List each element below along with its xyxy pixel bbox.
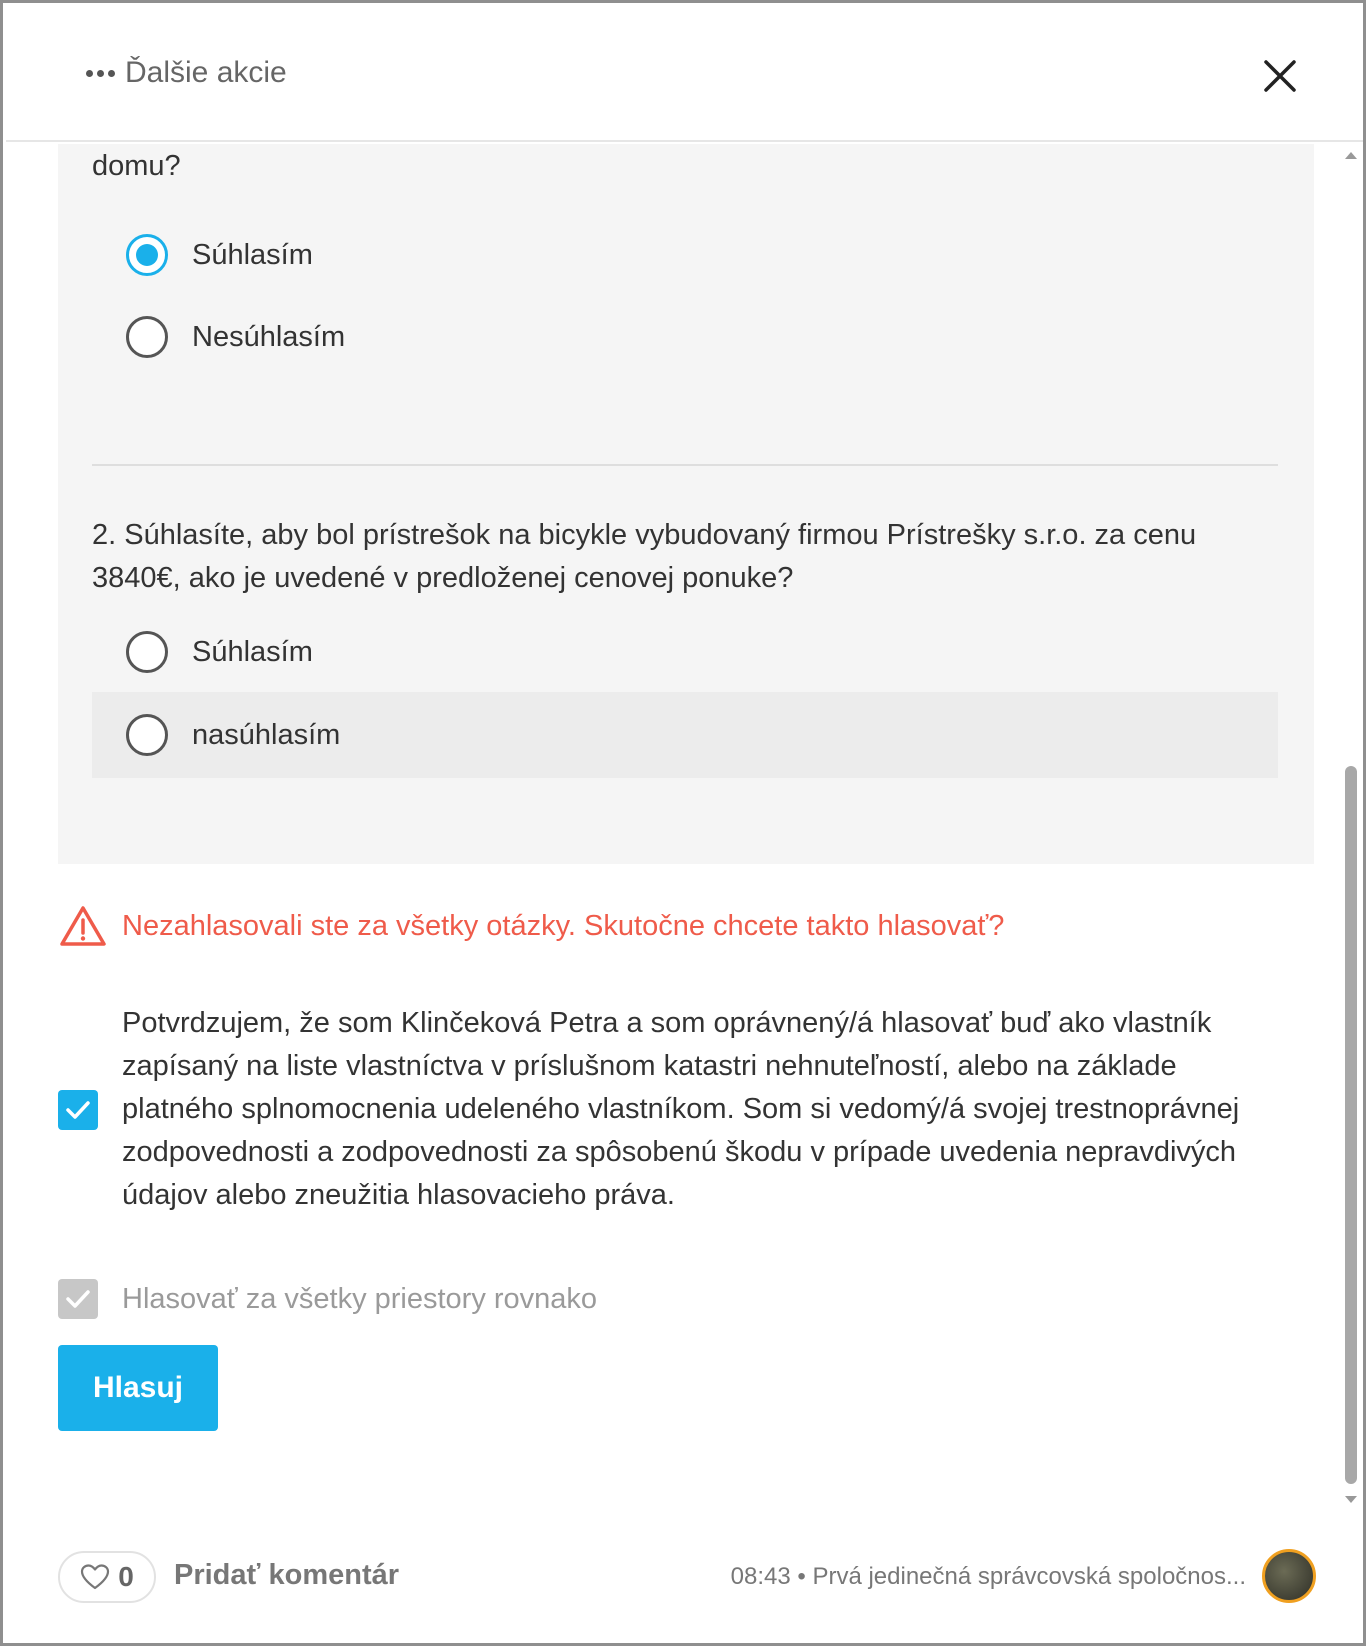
- question2-option-disagree[interactable]: [92, 692, 1278, 778]
- warning-text: Nezahlasovali ste za všetky otázky. Skutočne chcete takto hlasovať?: [122, 909, 1005, 942]
- question1-option-agree[interactable]: [92, 212, 1278, 298]
- radio-icon[interactable]: [126, 316, 168, 358]
- same-for-all-row: [58, 1279, 597, 1319]
- radio-selected-icon[interactable]: [126, 234, 168, 276]
- heart-icon: [80, 1563, 110, 1591]
- confirmation-text: Potvrdzujem, že som Klinčeková Petra a som oprávnený/á hlasovať buď ako vlastník zapísaný na liste vlastníctva v príslušnom katastri nehnuteľností, alebo na základe platného splnomocnenia udeleného vlastníkom. Som si vedomý/á svojej trestnoprávnej zodpovednosti a zodpovednosti za spôsobenú škodu v prípade uvedenia nepravdivých údajov alebo zneužitia hlasovacieho práva.: [122, 1007, 1240, 1211]
- scrollbar-thumb[interactable]: [1345, 766, 1357, 1484]
- dialog-header: [6, 6, 1363, 142]
- option-label: Súhlasím: [192, 238, 313, 271]
- scroll-down-icon[interactable]: [1345, 1496, 1357, 1503]
- scroll-up-icon[interactable]: [1345, 152, 1357, 159]
- confirmation-checkbox[interactable]: [58, 1090, 98, 1130]
- dialog-content: [6, 144, 1363, 1511]
- post-meta: 08:43 • Prvá jedinečná správcovská spoločnos...: [730, 1563, 1246, 1590]
- warning-triangle-icon: [58, 904, 108, 948]
- vote-button[interactable]: Hlasuj: [58, 1345, 218, 1431]
- avatar[interactable]: [1262, 1549, 1316, 1603]
- add-comment-link[interactable]: Pridať komentár: [174, 1559, 400, 1591]
- option-label: Súhlasím: [192, 635, 313, 668]
- confirmation-row: [58, 1002, 1298, 1217]
- questions-panel: [58, 144, 1314, 864]
- question1-text: domu?: [92, 150, 181, 182]
- option-label: Nesúhlasím: [192, 320, 346, 353]
- question2-option-agree[interactable]: [92, 609, 1278, 695]
- more-actions-button[interactable]: [86, 56, 287, 90]
- warning-message: [58, 904, 1004, 948]
- close-icon[interactable]: [1260, 56, 1300, 96]
- dialog-footer: [6, 1513, 1363, 1643]
- question2-text: 2. Súhlasíte, aby bol prístrešok na bicykle vybudovaný firmou Prístrešky s.r.o. za cenu 3840€, ako je uvedené v predloženej cenovej ponuke?: [92, 519, 1197, 594]
- question1-option-disagree[interactable]: [92, 294, 1278, 380]
- option-label: nasúhlasím: [192, 718, 341, 751]
- checkmark-icon: [63, 1095, 93, 1125]
- like-button[interactable]: [58, 1551, 156, 1603]
- radio-icon[interactable]: [126, 714, 168, 756]
- same-for-all-label: Hlasovať za všetky priestory rovnako: [122, 1282, 598, 1315]
- radio-icon[interactable]: [126, 631, 168, 673]
- like-count: 0: [118, 1561, 134, 1592]
- checkmark-icon: [63, 1284, 93, 1314]
- scrollbar[interactable]: [1341, 144, 1361, 1511]
- more-actions-label: Ďalšie akcie: [125, 56, 287, 89]
- more-dots-icon: [86, 70, 115, 77]
- same-for-all-checkbox[interactable]: [58, 1279, 98, 1319]
- question-divider: [92, 464, 1278, 466]
